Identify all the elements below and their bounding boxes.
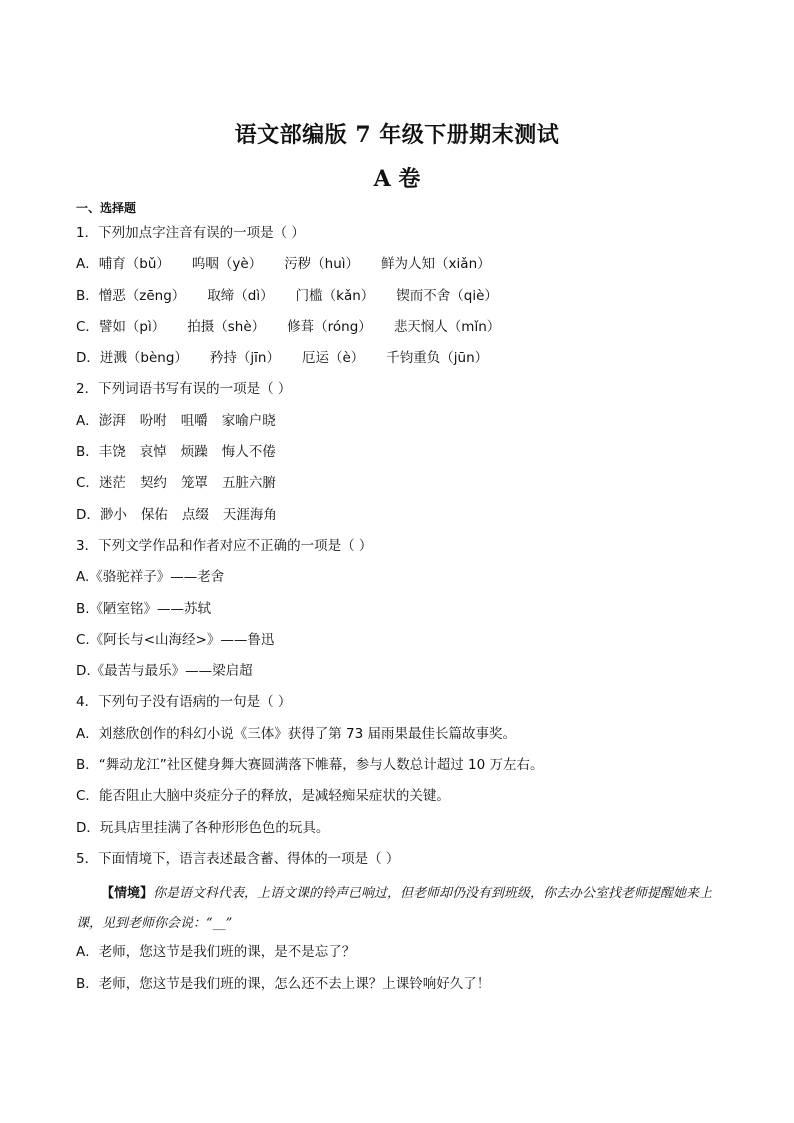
option-c: C．迷茫 契约 笼罩 五脏六腑 [76,475,276,492]
option-b: B．“舞动龙江”社区健身舞大赛圆满落下帷幕，参与人数总计超过 10 万左右。 [76,757,544,774]
question-stem: 1．下列加点字注音有误的一项是（ ） [76,225,305,241]
option-d: D．渺小 保佑 点缀 天涯海角 [76,506,277,523]
scenario-paragraph [76,879,726,939]
option-b: B．憎恶（zēng） 取缔（dì） 门槛（kǎn） 锲而不舍（qiè） [76,287,498,304]
scenario-block [76,879,726,939]
option-c: C．能否阻止大脑中炎症分子的释放，是减轻痴呆症状的关键。 [76,788,450,805]
scenario-tag: 【情境】 [101,886,154,902]
option-a: A．老师，您这节是我们班的课，是不是忘了？ [76,944,356,961]
section-heading: 一、选择题 [76,201,137,215]
question-list [76,222,726,1004]
question-stem: 4．下列句子没有语病的一句是（ ） [76,694,292,711]
question-stem: 2．下列词语书写有误的一项是（ ） [76,381,292,398]
option-b: B.《陋室铭》——苏轼 [76,600,212,617]
option-d: D．玩具店里挂满了各种形形色色的玩具。 [76,819,330,836]
page-title: 语文部编版 7 年级下册期末测试 [234,122,560,148]
option-d: D．迸溅（bèng） 矜持（jīn） 厄运（è） 千钧重负（jūn） [76,350,489,367]
option-a: A．刘慈欣创作的科幻小说《三体》获得了第 73 届雨果最佳长篇故事奖。 [76,725,517,742]
option-c: C.《阿长与<山海经>》——鲁迅 [76,631,275,648]
option-a: A．哺育（bǔ） 呜咽（yè） 污秽（huì） 鲜为人知（xiǎn） [76,256,491,273]
question-stem: 5．下面情境下，语言表述最含蓄、得体的一项是（ ） [76,850,400,867]
page-subtitle: A 卷 [373,166,421,192]
option-d: D.《最苦与最乐》——梁启超 [76,663,253,680]
scenario-text: 你是语文科代表，上语文课的铃声已响过，但老师却仍没有到班级，你去办公室找老师提醒她来上课，见到老师你会说：“__” [76,886,713,932]
option-b: B．丰饶 哀悼 烦躁 悔人不倦 [76,444,276,461]
option-a: A．澎湃 吩咐 咀嚼 家喻户晓 [76,412,276,429]
option-b: B．老师，您这节是我们班的课，怎么还不去上课？上课铃响好久了！ [76,975,491,992]
option-c: C．譬如（pì） 拍摄（shè） 修葺（róng） 悲天悯人（mǐn） [76,318,501,335]
option-a: A.《骆驼祥子》——老舍 [76,569,225,586]
question-stem: 3．下列文学作品和作者对应不正确的一项是（ ） [76,537,373,554]
